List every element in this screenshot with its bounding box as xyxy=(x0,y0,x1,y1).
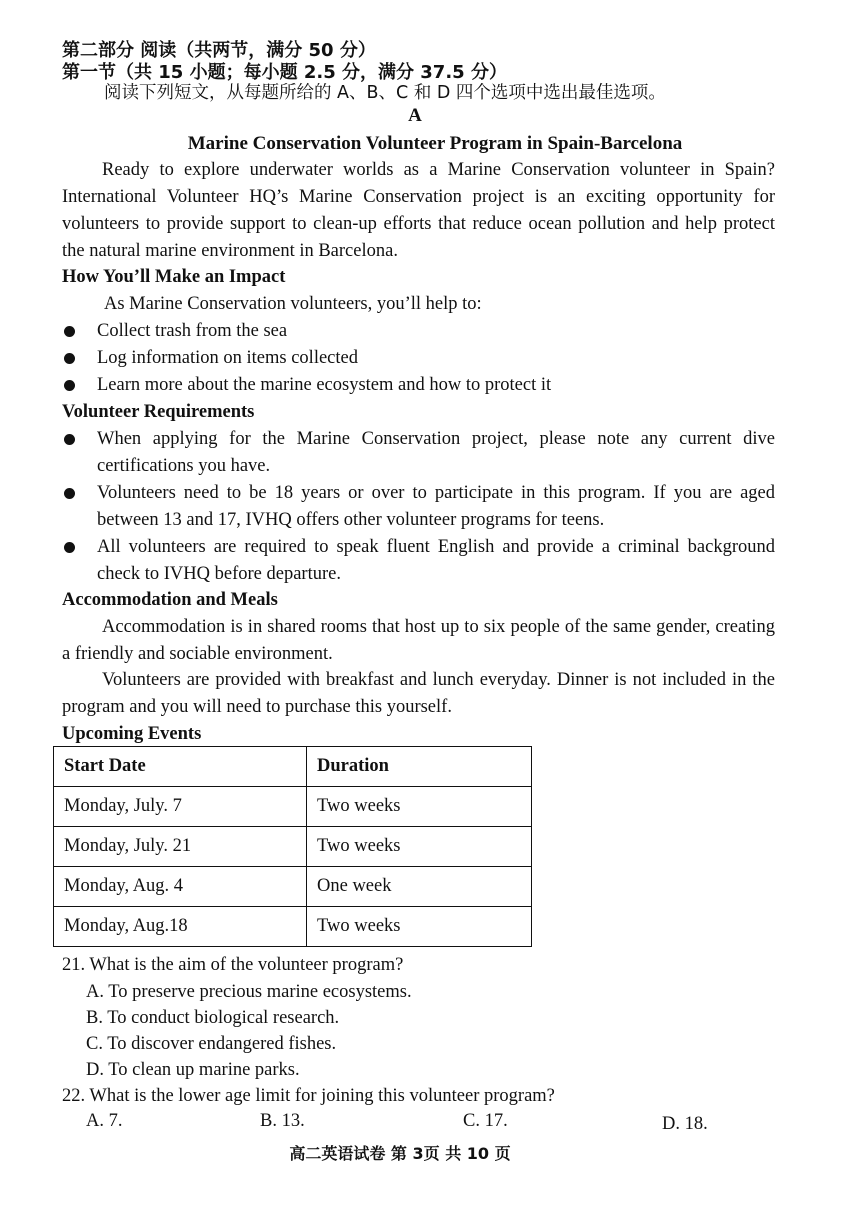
requirements-heading: Volunteer Requirements xyxy=(62,402,255,422)
question-stem: 21. What is the aim of the volunteer program? xyxy=(62,955,404,975)
table-row xyxy=(54,787,532,827)
accommodation-heading: Accommodation and Meals xyxy=(62,590,278,610)
table-row xyxy=(54,907,532,947)
requirement-item: Volunteers need to be 18 years or over to participate in this program. If you are aged between 13 and 17, IVHQ offers other volunteer programs for teens. xyxy=(97,483,775,530)
requirement-item: When applying for the Marine Conservation project, please note any current dive certifications you have. xyxy=(97,429,775,476)
column-header: Duration xyxy=(307,747,532,787)
bullet-icon xyxy=(64,488,75,499)
table-row xyxy=(54,827,532,867)
passage-title: Marine Conservation Volunteer Program in Spain-Barcelona xyxy=(187,133,683,154)
impact-item: Learn more about the marine ecosystem and how to protect it xyxy=(97,375,552,395)
exam-section-heading: 第一节（共 15 小题；每小题 2.5 分，满分 37.5 分） xyxy=(62,62,507,83)
answer-option: C. To discover endangered fishes. xyxy=(86,1034,337,1054)
impact-item: Collect trash from the sea xyxy=(97,321,288,341)
impact-heading: How You’ll Make an Impact xyxy=(62,267,286,287)
bullet-icon xyxy=(64,380,75,391)
answer-option: A. To preserve precious marine ecosystems. xyxy=(86,982,412,1002)
table-header-row xyxy=(54,747,532,787)
answer-option: C. 17. xyxy=(463,1111,508,1131)
question-stem: 22. What is the lower age limit for joining this volunteer program? xyxy=(62,1086,555,1106)
answer-option: D. To clean up marine parks. xyxy=(86,1060,300,1080)
answer-option: B. 13. xyxy=(260,1111,305,1131)
start-date-cell: Monday, July. 21 xyxy=(54,827,307,867)
events-table xyxy=(53,746,532,947)
duration-cell: Two weeks xyxy=(307,787,532,827)
start-date-cell: Monday, July. 7 xyxy=(54,787,307,827)
exam-part-heading: 第二部分 阅读（共两节，满分 50 分） xyxy=(62,40,376,61)
impact-lead: As Marine Conservation volunteers, you’ll help to: xyxy=(104,294,482,314)
duration-cell: Two weeks xyxy=(307,827,532,867)
start-date-cell: Monday, Aug. 4 xyxy=(54,867,307,907)
exam-instruction: 阅读下列短文，从每题所给的 A、B、C 和 D 四个选项中选出最佳选项。 xyxy=(104,83,666,103)
answer-option: A. 7. xyxy=(86,1111,123,1131)
page-footer: 高二英语试卷 第 3页 共 10 页 xyxy=(289,1144,511,1163)
passage-letter: A xyxy=(408,105,422,126)
bullet-icon xyxy=(64,353,75,364)
requirement-item: All volunteers are required to speak fluent English and provide a criminal background check to IVHQ before departure. xyxy=(97,537,775,584)
duration-cell: One week xyxy=(307,867,532,907)
accommodation-paragraph: Accommodation is in shared rooms that host up to six people of the same gender, creating a friendly and sociable environment. xyxy=(62,617,775,664)
bullet-icon xyxy=(64,434,75,445)
answer-option: B. To conduct biological research. xyxy=(86,1008,340,1028)
bullet-icon xyxy=(64,326,75,337)
table-row xyxy=(54,867,532,907)
impact-item: Log information on items collected xyxy=(97,348,358,368)
answer-option: D. 18. xyxy=(662,1114,708,1134)
meals-paragraph: Volunteers are provided with breakfast and lunch everyday. Dinner is not included in the program and you will need to purchase this yourself. xyxy=(62,670,775,717)
duration-cell: Two weeks xyxy=(307,907,532,947)
bullet-icon xyxy=(64,542,75,553)
passage-intro: Ready to explore underwater worlds as a Marine Conservation volunteer in Spain? International Volunteer HQ’s Marine Conservation project is an exciting opportunity for volunteers to provide support to clean-up efforts that reduce ocean pollution and help protect the natural marine environment in Barcelona. xyxy=(62,160,775,261)
start-date-cell: Monday, Aug.18 xyxy=(54,907,307,947)
events-heading: Upcoming Events xyxy=(62,724,202,744)
column-header: Start Date xyxy=(54,747,307,787)
